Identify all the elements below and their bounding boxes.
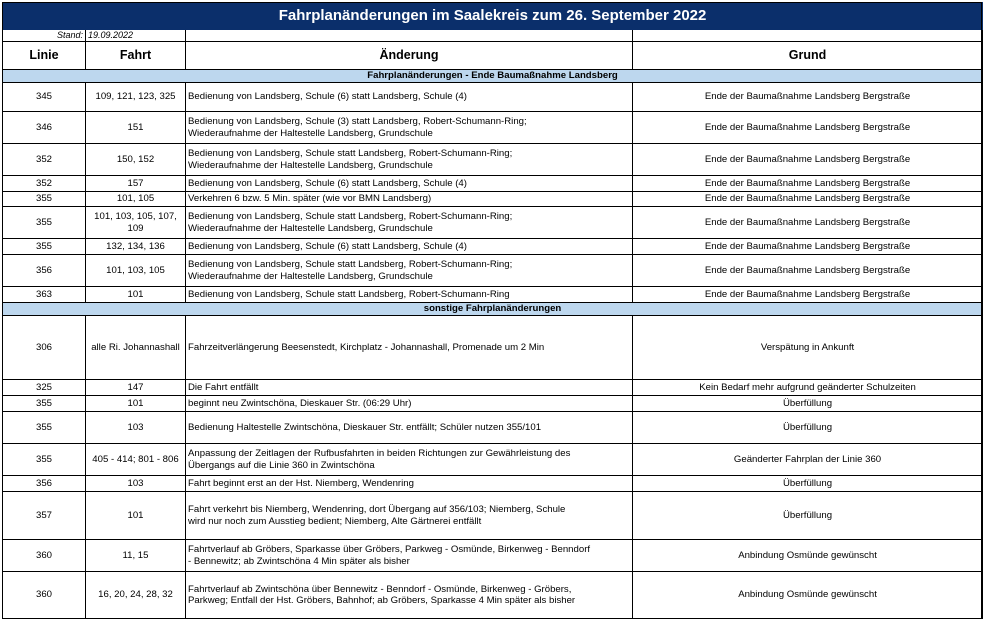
- cell-linie: 346: [3, 112, 86, 144]
- cell-fahrt: 103: [86, 412, 186, 444]
- header-linie: Linie: [3, 42, 86, 70]
- table-row: [3, 207, 983, 239]
- aenderung-line: Bedienung von Landsberg, Schule statt Landsberg, Robert-Schumann-Ring;: [188, 211, 513, 222]
- cell-grund: Geänderter Fahrplan der Linie 360: [633, 444, 983, 476]
- table-row: [3, 83, 983, 112]
- cell-grund: Ende der Baumaßnahme Landsberg Bergstraße: [633, 83, 983, 112]
- cell-aenderung: [186, 207, 633, 239]
- cell-grund: Überfüllung: [633, 492, 983, 540]
- cell-grund: Ende der Baumaßnahme Landsberg Bergstraße: [633, 255, 983, 287]
- cell-linie: 356: [3, 255, 86, 287]
- stand-empty-cell: [186, 30, 633, 42]
- page-title: Fahrplanänderungen im Saalekreis zum 26. September 2022: [3, 3, 983, 30]
- cell-linie: 325: [3, 380, 86, 396]
- cell-grund: Kein Bedarf mehr aufgrund geänderter Schulzeiten: [633, 380, 983, 396]
- cell-aenderung: [186, 380, 633, 396]
- table-row: [3, 476, 983, 492]
- header-row: [3, 42, 983, 70]
- header-aenderung: Änderung: [186, 42, 633, 70]
- table-row: [3, 540, 983, 572]
- table-row: [3, 316, 983, 380]
- aenderung-line: Fahrzeitverlängerung Beesenstedt, Kirchplatz - Johannashall, Promenade um 2 Min: [188, 341, 545, 353]
- title-row: [3, 3, 983, 30]
- aenderung-line: Bedienung von Landsberg, Schule (3) statt Landsberg, Robert-Schumann-Ring;: [188, 116, 527, 127]
- cell-linie: 355: [3, 412, 86, 444]
- cell-grund: Ende der Baumaßnahme Landsberg Bergstraße: [633, 239, 983, 255]
- table-row: [3, 492, 983, 540]
- stand-label: Stand:: [3, 30, 86, 42]
- aenderung-line: Fahrtverlauf ab Gröbers, Sparkasse über Gröbers, Parkweg - Osmünde, Birkenweg - Benndorf: [188, 544, 591, 555]
- cell-fahrt: alle Ri. Johannashall: [86, 316, 186, 380]
- aenderung-line: Bedienung von Landsberg, Schule statt Landsberg, Robert-Schumann-Ring;: [188, 148, 513, 159]
- cell-linie: 352: [3, 176, 86, 192]
- aenderung-line: Bedienung von Landsberg, Schule (6) statt Landsberg, Schule (4): [188, 240, 467, 252]
- cell-grund: Ende der Baumaßnahme Landsberg Bergstraße: [633, 144, 983, 176]
- aenderung-line: Wiederaufnahme der Haltestelle Landsberg, Grundschule: [188, 159, 433, 171]
- cell-linie: 355: [3, 239, 86, 255]
- aenderung-line: Wiederaufnahme der Haltestelle Landsberg, Grundschule: [188, 127, 433, 139]
- table-row: [3, 412, 983, 444]
- table-row: [3, 380, 983, 396]
- cell-grund: Überfüllung: [633, 396, 983, 412]
- stand-row: [3, 30, 983, 42]
- cell-aenderung: [186, 287, 633, 303]
- table-row: [3, 396, 983, 412]
- stand-date: 19.09.2022: [86, 30, 186, 42]
- cell-aenderung: [186, 476, 633, 492]
- header-fahrt: Fahrt: [86, 42, 186, 70]
- section-row: [3, 303, 983, 316]
- cell-linie: 356: [3, 476, 86, 492]
- aenderung-line: Bedienung von Landsberg, Schule statt Landsberg, Robert-Schumann-Ring;: [188, 259, 513, 270]
- cell-fahrt: 150, 152: [86, 144, 186, 176]
- cell-fahrt: 109, 121, 123, 325: [86, 83, 186, 112]
- cell-fahrt: 101: [86, 287, 186, 303]
- aenderung-line: Parkweg; Entfall der Hst. Gröbers, Bahnhof; ab Gröbers, Sparkasse 4 Min später als bisher: [188, 595, 576, 606]
- table-row: [3, 239, 983, 255]
- cell-fahrt: 405 - 414; 801 - 806: [86, 444, 186, 476]
- cell-grund: Ende der Baumaßnahme Landsberg Bergstraße: [633, 176, 983, 192]
- cell-aenderung: [186, 192, 633, 207]
- table-row: [3, 112, 983, 144]
- cell-fahrt: 16, 20, 24, 28, 32: [86, 572, 186, 619]
- table-row: [3, 176, 983, 192]
- cell-aenderung: [186, 176, 633, 192]
- cell-fahrt: 151: [86, 112, 186, 144]
- cell-fahrt: 101, 105: [86, 192, 186, 207]
- cell-aenderung: [186, 144, 633, 176]
- cell-linie: 357: [3, 492, 86, 540]
- aenderung-line: Verkehren 6 bzw. 5 Min. später (wie vor BMN Landsberg): [188, 193, 432, 205]
- aenderung-line: Übergangs auf die Linie 360 in Zwintschöna: [188, 459, 375, 471]
- table-row: [3, 255, 983, 287]
- cell-aenderung: [186, 492, 633, 540]
- cell-fahrt: 157: [86, 176, 186, 192]
- cell-grund: Verspätung in Ankunft: [633, 316, 983, 380]
- cell-aenderung: [186, 444, 633, 476]
- aenderung-line: Bedienung Haltestelle Zwintschöna, Dieskauer Str. entfällt; Schüler nutzen 355/101: [188, 421, 542, 433]
- cell-fahrt: 101, 103, 105: [86, 255, 186, 287]
- aenderung-line: Bedienung von Landsberg, Schule statt Landsberg, Robert-Schumann-Ring: [188, 288, 510, 300]
- schedule-table: [2, 2, 983, 619]
- aenderung-line: Fahrt beginnt erst an der Hst. Niemberg, Wendenring: [188, 477, 414, 489]
- section-title: sonstige Fahrplanänderungen: [3, 303, 983, 316]
- cell-linie: 355: [3, 207, 86, 239]
- cell-aenderung: [186, 412, 633, 444]
- cell-aenderung: [186, 112, 633, 144]
- table-row: [3, 572, 983, 619]
- cell-linie: 360: [3, 572, 86, 619]
- cell-aenderung: [186, 239, 633, 255]
- aenderung-line: Bedienung von Landsberg, Schule (6) statt Landsberg, Schule (4): [188, 177, 467, 189]
- cell-aenderung: [186, 83, 633, 112]
- cell-fahrt: 132, 134, 136: [86, 239, 186, 255]
- table-row: [3, 192, 983, 207]
- cell-grund: Überfüllung: [633, 476, 983, 492]
- cell-grund: Überfüllung: [633, 412, 983, 444]
- cell-aenderung: [186, 316, 633, 380]
- cell-grund: Anbindung Osmünde gewünscht: [633, 572, 983, 619]
- cell-fahrt: 101: [86, 396, 186, 412]
- cell-grund: Ende der Baumaßnahme Landsberg Bergstraße: [633, 192, 983, 207]
- cell-fahrt: 101, 103, 105, 107, 109: [86, 207, 186, 239]
- stand-empty-cell: [633, 30, 983, 42]
- cell-fahrt: 103: [86, 476, 186, 492]
- cell-fahrt: 147: [86, 380, 186, 396]
- cell-grund: Ende der Baumaßnahme Landsberg Bergstraße: [633, 207, 983, 239]
- cell-linie: 355: [3, 444, 86, 476]
- schedule-sheet: [2, 2, 982, 619]
- table-row: [3, 287, 983, 303]
- cell-linie: 352: [3, 144, 86, 176]
- cell-fahrt: 11, 15: [86, 540, 186, 572]
- aenderung-line: Wiederaufnahme der Haltestelle Landsberg, Grundschule: [188, 222, 433, 234]
- aenderung-line: Bedienung von Landsberg, Schule (6) statt Landsberg, Schule (4): [188, 91, 467, 103]
- cell-grund: Anbindung Osmünde gewünscht: [633, 540, 983, 572]
- aenderung-line: Wiederaufnahme der Haltestelle Landsberg, Grundschule: [188, 270, 433, 282]
- cell-linie: 345: [3, 83, 86, 112]
- table-row: [3, 444, 983, 476]
- aenderung-line: beginnt neu Zwintschöna, Dieskauer Str. (06:29 Uhr): [188, 397, 412, 409]
- section-row: [3, 70, 983, 83]
- cell-grund: Ende der Baumaßnahme Landsberg Bergstraße: [633, 287, 983, 303]
- aenderung-line: - Bennewitz; ab Zwintschöna 4 Min später als bisher: [188, 555, 410, 567]
- aenderung-line: Anpassung der Zeitlagen der Rufbusfahrten in beiden Richtungen zur Gewährleistung des: [188, 448, 571, 459]
- cell-linie: 363: [3, 287, 86, 303]
- cell-fahrt: 101: [86, 492, 186, 540]
- cell-linie: 360: [3, 540, 86, 572]
- table-row: [3, 144, 983, 176]
- header-grund: Grund: [633, 42, 983, 70]
- cell-linie: 355: [3, 192, 86, 207]
- aenderung-line: Die Fahrt entfällt: [188, 381, 259, 393]
- aenderung-line: Fahrtverlauf ab Zwintschöna über Bennewitz - Benndorf - Osmünde, Birkenweg - Gröbers,: [188, 583, 572, 595]
- section-title: Fahrplanänderungen - Ende Baumaßnahme Landsberg: [3, 70, 983, 83]
- cell-aenderung: [186, 540, 633, 572]
- aenderung-line: wird nur noch zum Ausstieg bedient; Niemberg, Alte Gärtnerei entfällt: [188, 515, 482, 527]
- cell-linie: 355: [3, 396, 86, 412]
- cell-aenderung: [186, 572, 633, 619]
- cell-grund: Ende der Baumaßnahme Landsberg Bergstraße: [633, 112, 983, 144]
- aenderung-line: Fahrt verkehrt bis Niemberg, Wendenring, dort Übergang auf 356/103; Niemberg, Schule: [188, 504, 566, 515]
- cell-aenderung: [186, 255, 633, 287]
- cell-aenderung: [186, 396, 633, 412]
- cell-linie: 306: [3, 316, 86, 380]
